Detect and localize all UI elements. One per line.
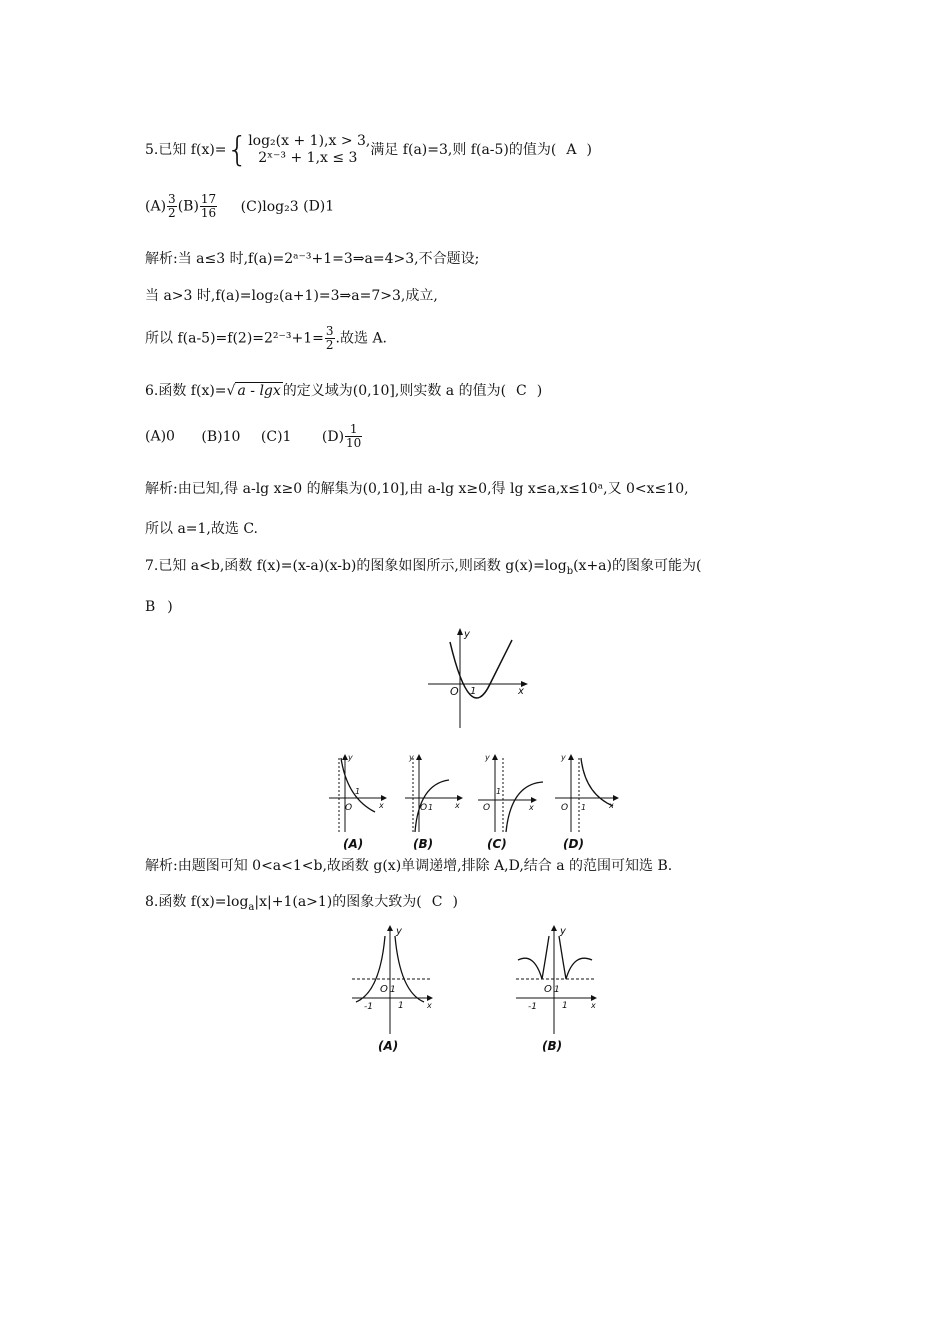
q7-label-C: (C) xyxy=(487,837,507,851)
piecewise-brace: { xyxy=(226,130,249,170)
svg-text:y: y xyxy=(561,753,566,762)
svg-text:x: x xyxy=(529,803,534,812)
svg-text:x: x xyxy=(455,801,460,810)
q5-stem: 5.已知 f(x)={ log₂(x + 1),x > 3, 2ˣ⁻³ + 1,x ≤ 3 满足 f(a)=3,则 f(a-5)的值为( A ) xyxy=(145,130,592,170)
q7-solution: 解析:由题图可知 0<a<1<b,故函数 g(x)单调递增,排除 A,D,结合 a 的范围可知选 B. xyxy=(145,858,673,874)
svg-text:x: x xyxy=(427,1001,432,1010)
svg-text:O: O xyxy=(561,803,569,813)
q5-options: (A) $\frac{3}{2}$ (B) $\frac{17}{16}$ (C)log₂3 (D)1 xyxy=(145,192,335,220)
y-axis-label: y xyxy=(464,629,470,640)
svg-text:x: x xyxy=(379,801,384,810)
q7-label-B: (B) xyxy=(413,837,434,851)
svg-text:1: 1 xyxy=(496,787,502,796)
q8-graph-B xyxy=(512,922,602,1054)
q5-optB-fraction: $\frac{17}{16}$ xyxy=(200,192,217,220)
origin-label: O xyxy=(450,685,459,698)
svg-text:1: 1 xyxy=(390,985,396,995)
q7-graph-C xyxy=(478,753,543,832)
q6-solution-1: 解析:由已知,得 a-lg x≥0 的解集为(0,10],由 a-lg x≥0,得 lg x≤a,x≤10ᵃ,又 0<x≤10, xyxy=(145,481,689,497)
q6-stem: 6.函数 f(x)=√ a - lgx 的定义域为(0,10],则实数 a 的值为( C ) xyxy=(145,383,543,399)
q8-answer: C xyxy=(431,894,443,910)
svg-text:y: y xyxy=(409,753,414,762)
q8-stem: 8.函数 $f(x)=\log_a|x|+1(a>1)$的图象大致为( C ) xyxy=(145,894,458,913)
svg-text:O: O xyxy=(544,984,552,995)
q8-graph-A xyxy=(348,922,438,1054)
q7-label-D: (D) xyxy=(563,837,584,851)
svg-text:O: O xyxy=(380,984,388,995)
q5-sol-fraction: $\frac{3}{2}$ xyxy=(325,324,334,352)
sqrt-expression: √ a - lgx xyxy=(226,383,281,399)
q7-label-A: (A) xyxy=(343,837,364,851)
svg-text:1: 1 xyxy=(398,1001,404,1011)
svg-text:1: 1 xyxy=(355,787,361,796)
svg-text:y: y xyxy=(348,753,353,762)
x-axis-label: x xyxy=(518,686,524,697)
q7-graph-D xyxy=(555,753,619,832)
q8-label-B: (B) xyxy=(542,1039,563,1053)
q7-answer: B xyxy=(145,599,156,615)
q8-label-A: (A) xyxy=(378,1039,399,1053)
svg-text:O: O xyxy=(420,803,428,813)
q6-optD-fraction: $\frac{1}{10}$ xyxy=(346,422,362,450)
q7-answer-line: B ) xyxy=(145,599,173,615)
svg-text:1: 1 xyxy=(428,803,434,812)
q5-optA-fraction: $\frac{3}{2}$ xyxy=(168,192,176,220)
q6-solution-2: 所以 a=1,故选 C. xyxy=(145,521,258,537)
svg-text:O: O xyxy=(483,803,491,813)
q5-answer: A xyxy=(566,142,577,158)
q7-option-graphs xyxy=(325,750,625,852)
q6-options: (A)0 (B)10 (C)1 (D) $\frac{1}{10}$ xyxy=(145,422,362,450)
tick-one-label: 1 xyxy=(470,686,477,697)
q7-graph-B xyxy=(405,753,463,832)
q7-stem: 7.已知 a<b,函数 f(x)=(x-a)(x-b)的图象如图所示,则函数 $g(x)=\log_b(x+a)$的图象可能为( xyxy=(145,558,702,577)
svg-text:1: 1 xyxy=(562,1001,568,1011)
svg-text:-1: -1 xyxy=(364,1002,373,1012)
svg-text:1: 1 xyxy=(554,985,560,995)
svg-text:1: 1 xyxy=(581,803,587,812)
q5-solution-1: 解析:当 a≤3 时,f(a)=2ᵃ⁻³+1=3⇒a=4>3,不合题设; xyxy=(145,251,480,267)
q5-solution-2: 当 a>3 时,f(a)=log₂(a+1)=3⇒a=7>3,成立, xyxy=(145,288,438,304)
q6-answer: C xyxy=(516,383,527,399)
piecewise-cases: log₂(x + 1),x > 3, 2ˣ⁻³ + 1,x ≤ 3 xyxy=(248,133,371,166)
svg-text:O: O xyxy=(345,803,353,813)
q5-solution-3: 所以 f(a-5)=f(2)=2²⁻³+1= $\frac{3}{2}$ .故选 A. xyxy=(145,324,388,352)
q7-graph-A xyxy=(329,753,387,832)
q7-main-graph xyxy=(420,622,535,732)
svg-text:y: y xyxy=(396,926,402,937)
svg-text:x: x xyxy=(591,1001,596,1010)
svg-text:x: x xyxy=(609,801,614,810)
svg-text:y: y xyxy=(485,753,490,762)
svg-text:-1: -1 xyxy=(528,1002,537,1012)
svg-text:y: y xyxy=(560,926,566,937)
